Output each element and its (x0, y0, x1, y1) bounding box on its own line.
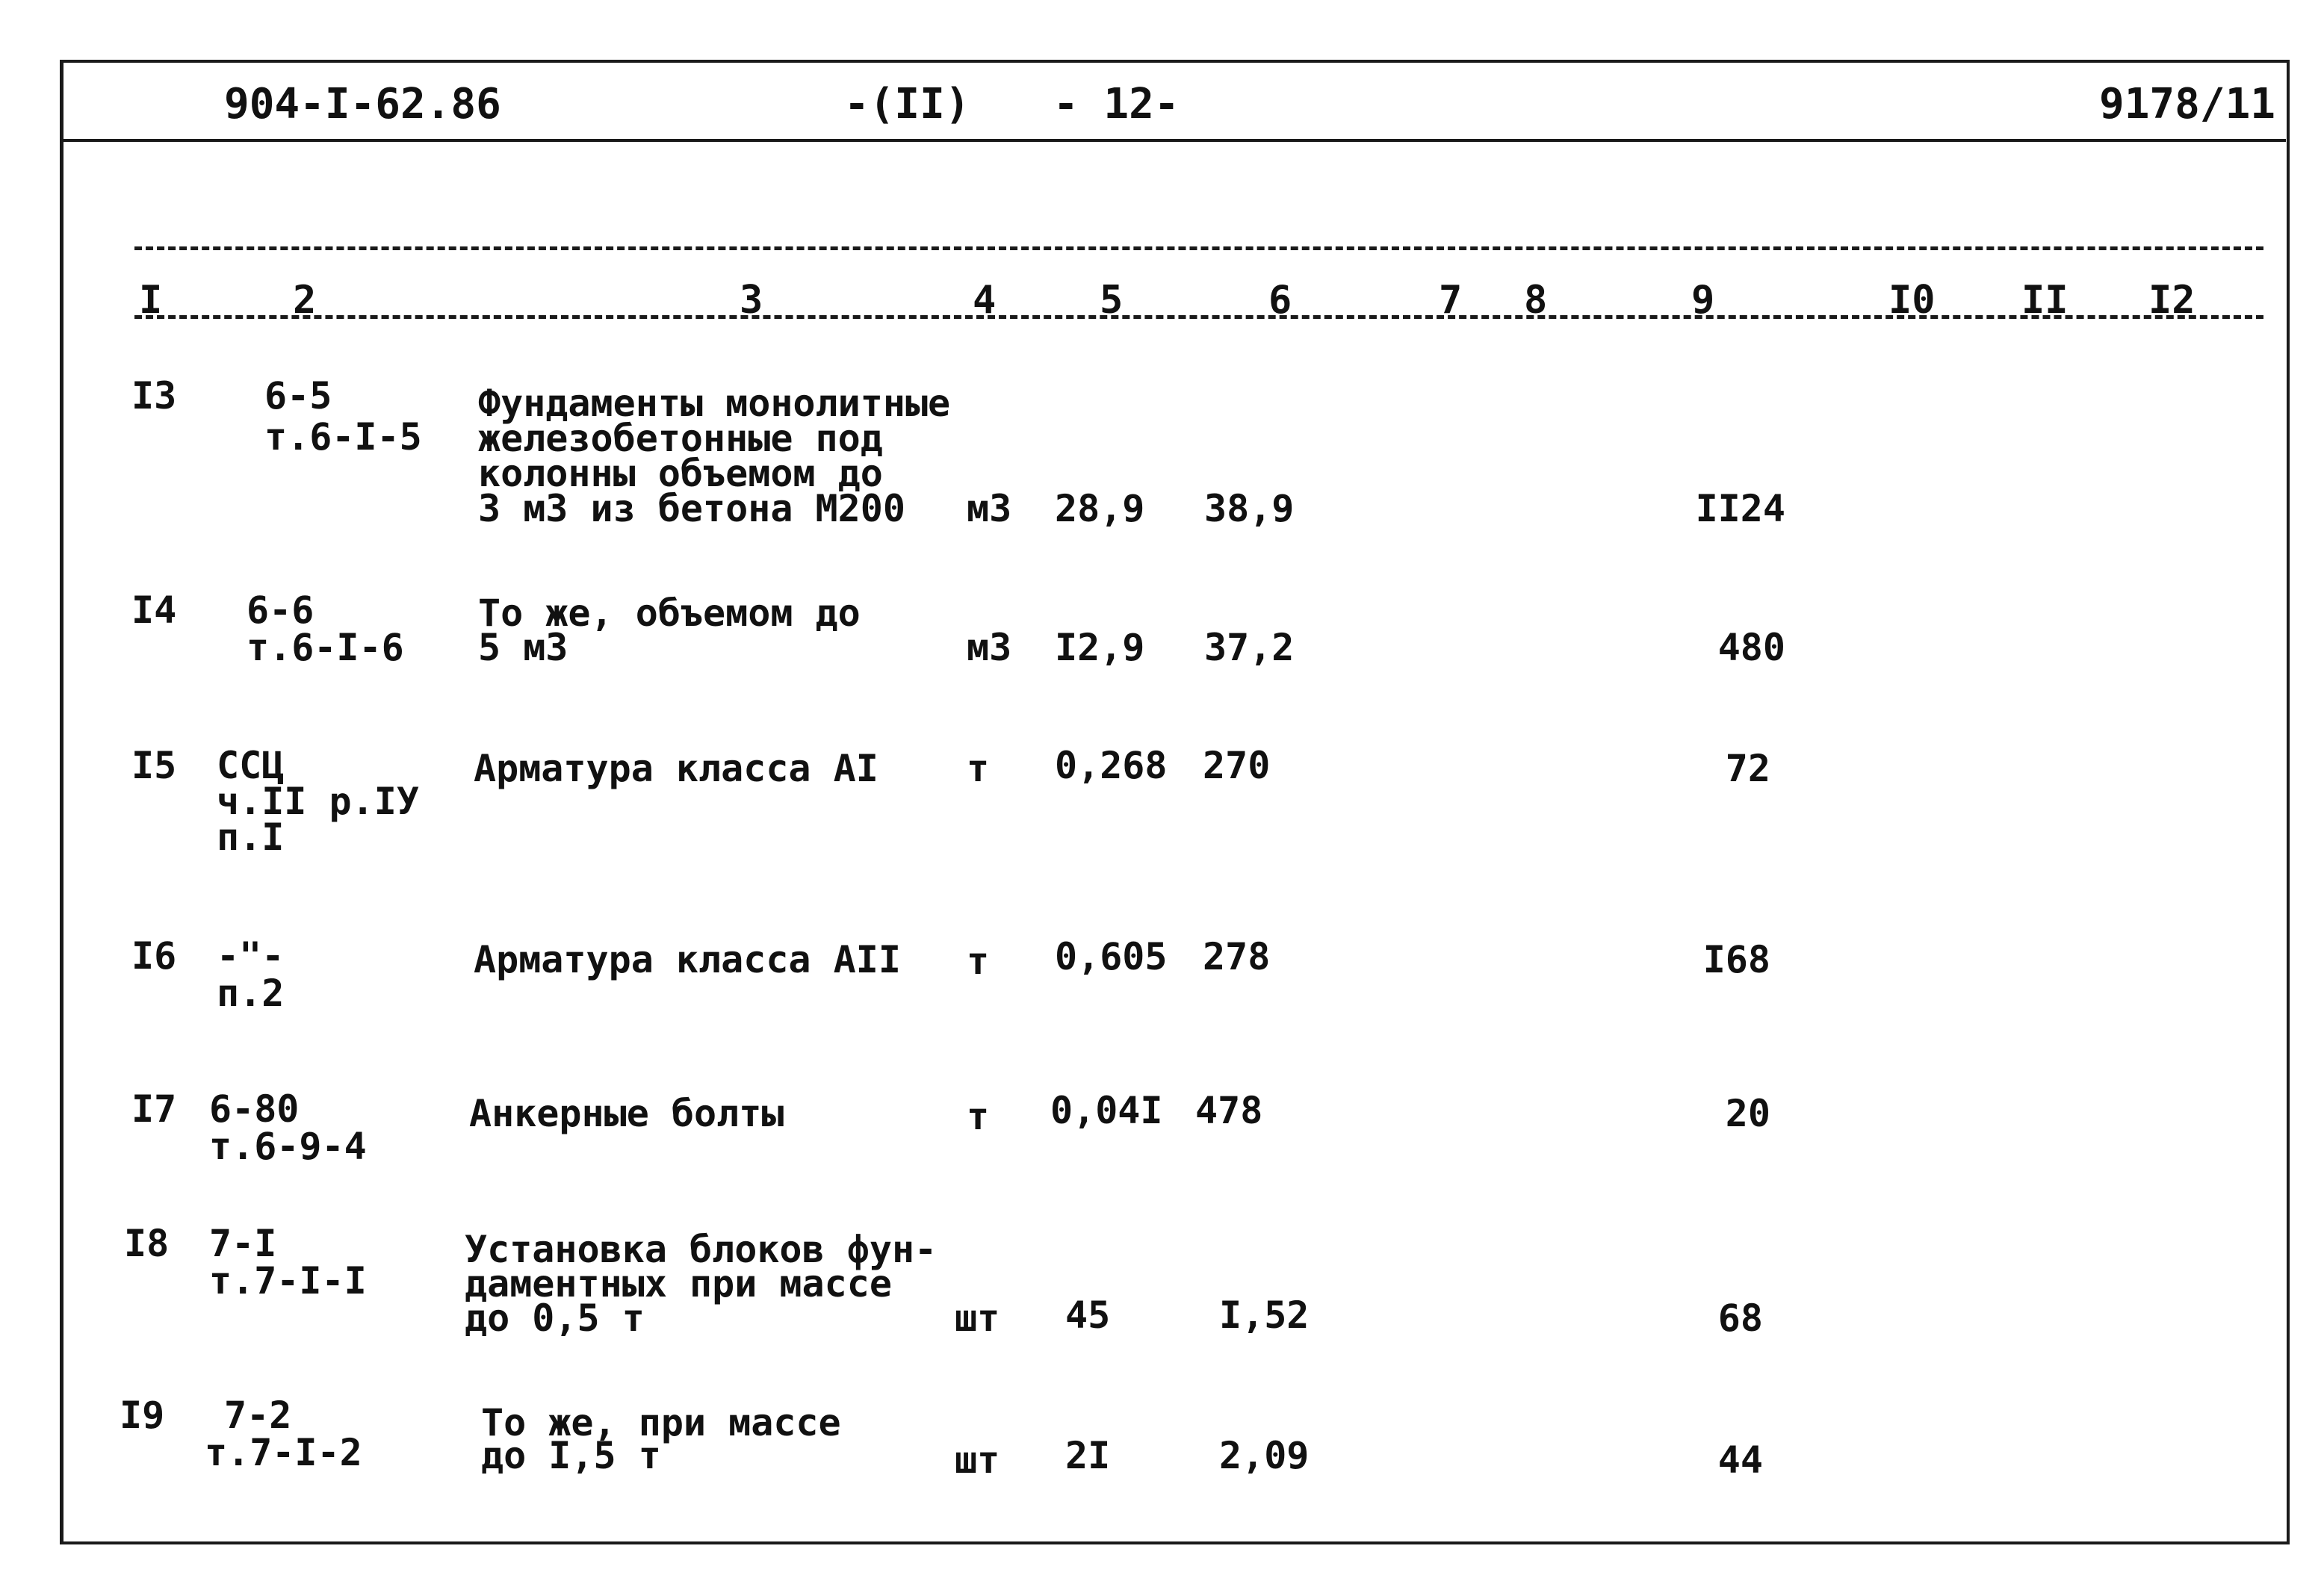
column-number: 4 (973, 278, 997, 323)
unit: т (967, 1095, 990, 1138)
row-number: I4 (131, 589, 177, 632)
unit-price: 278 (1203, 935, 1271, 978)
unit: т (967, 747, 990, 790)
norm-code: т.7-I-2 (205, 1431, 362, 1474)
sheet-number: 9178/11 (2099, 80, 2276, 128)
item-name: 5 м3 (478, 626, 568, 669)
column-number: I (139, 278, 163, 323)
unit: шт (955, 1438, 1000, 1482)
column-number: 8 (1524, 278, 1548, 323)
norm-code: п.I (217, 816, 285, 859)
total-cost: 480 (1717, 626, 1785, 669)
total-cost: 20 (1725, 1092, 1770, 1135)
column-number: 5 (1100, 278, 1124, 323)
total-cost: 72 (1725, 747, 1770, 790)
item-name: Установка блоков фун- (465, 1228, 938, 1271)
row-number: I6 (131, 934, 177, 978)
item-name: даментных при массе (465, 1262, 892, 1305)
column-number: 6 (1268, 278, 1292, 323)
part-number: -(II) (844, 80, 970, 128)
norm-code: 7-2 (224, 1394, 292, 1437)
item-name: железобетонные под (478, 417, 883, 460)
column-number: 2 (293, 278, 317, 323)
norm-code: -"- (217, 934, 285, 978)
norm-code: 6-80 (209, 1087, 300, 1131)
total-cost: 68 (1717, 1297, 1763, 1340)
quantity: 0,04I (1050, 1089, 1163, 1132)
row-number: I9 (120, 1394, 165, 1437)
unit-price: 270 (1203, 744, 1271, 787)
item-name: Анкерные болты (469, 1092, 784, 1135)
item-name: То же, объемом до (478, 591, 861, 635)
unit: м3 (967, 626, 1012, 669)
norm-code: п.2 (217, 972, 285, 1015)
column-number: 7 (1439, 278, 1463, 323)
quantity: 45 (1065, 1294, 1111, 1337)
norm-code: т.6-9-4 (209, 1125, 367, 1168)
column-number: I2 (2148, 278, 2196, 323)
norm-code: т.6-I-6 (247, 626, 404, 669)
item-name: до 0,5 т (465, 1297, 645, 1340)
quantity: 0,605 (1055, 935, 1168, 978)
norm-code: 6-5 (264, 374, 332, 417)
total-cost: II24 (1695, 487, 1785, 530)
unit: т (967, 940, 990, 983)
column-number: I0 (1888, 278, 1936, 323)
norm-code: т.6-I-5 (264, 415, 422, 459)
column-number: II (2021, 278, 2069, 323)
quantity: I2,9 (1055, 626, 1145, 669)
header-rule (60, 139, 2286, 142)
column-header-rule (134, 315, 2263, 319)
total-cost: I68 (1702, 938, 1770, 981)
unit-price: 37,2 (1204, 626, 1295, 669)
unit-price: I,52 (1219, 1294, 1310, 1337)
item-name: Фундаменты монолитные (478, 382, 951, 425)
row-number: I8 (124, 1222, 170, 1265)
unit-price: 38,9 (1204, 487, 1295, 530)
item-name: Арматура класса АII (474, 938, 901, 981)
item-name: 3 м3 из бетона М200 (478, 487, 905, 530)
quantity: 28,9 (1055, 487, 1145, 530)
column-number: 9 (1691, 278, 1715, 323)
item-name: Арматура класса АI (474, 747, 878, 790)
norm-code: 6-6 (247, 589, 314, 632)
table-top-rule (134, 246, 2263, 250)
norm-code: 7-I (209, 1222, 277, 1265)
item-name: колонны объемом до (478, 452, 883, 495)
row-number: I3 (131, 374, 177, 417)
item-name: до I,5 т (481, 1434, 661, 1477)
total-cost: 44 (1717, 1438, 1763, 1482)
norm-code: ССЦ (217, 744, 285, 787)
quantity: 2I (1065, 1434, 1111, 1477)
row-number: I7 (131, 1087, 177, 1131)
item-name: То же, при массе (481, 1401, 841, 1444)
unit-price: 478 (1195, 1089, 1263, 1132)
unit: м3 (967, 487, 1012, 530)
row-number: I5 (131, 744, 177, 787)
unit-price: 2,09 (1219, 1434, 1310, 1477)
page-number: - 12- (1053, 80, 1180, 128)
norm-code: т.7-I-I (209, 1259, 367, 1302)
quantity: 0,268 (1055, 744, 1168, 787)
unit: шт (955, 1297, 1000, 1340)
doc-code: 904-I-62.86 (224, 80, 501, 128)
column-number: 3 (740, 278, 763, 323)
norm-code: ч.II р.IУ (217, 780, 419, 823)
